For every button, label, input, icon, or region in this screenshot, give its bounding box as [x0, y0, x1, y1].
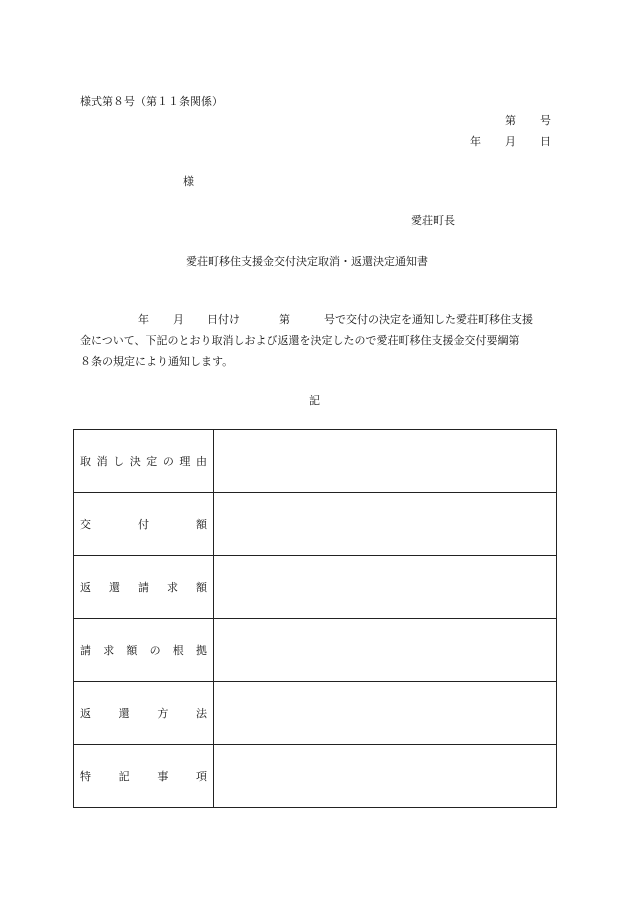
row-label-char: 記 [118, 770, 130, 783]
row-label-char: 額 [126, 644, 138, 657]
row-label-char: 返 [80, 707, 91, 720]
row-label-cell [74, 619, 214, 682]
row-value-cell[interactable] [214, 682, 557, 745]
table-row [74, 430, 557, 493]
row-label-char: 請 [80, 644, 91, 657]
row-value-cell[interactable] [214, 619, 557, 682]
doc-number-go: 号 [540, 114, 551, 127]
row-label-char: 交 [80, 518, 91, 531]
row-label-char: 返 [80, 581, 91, 594]
row-label [80, 768, 207, 784]
row-value-cell[interactable] [214, 556, 557, 619]
addressee-suffix: 様 [183, 175, 194, 188]
body-year: 年 [138, 313, 149, 326]
table-row [74, 682, 557, 745]
row-label-char: の [162, 455, 174, 468]
form-id: 様式第８号（第１１条関係） [80, 95, 223, 108]
row-label-char: 方 [157, 707, 169, 720]
row-label [80, 642, 207, 658]
row-label-char: 特 [80, 770, 91, 783]
details-table [73, 429, 557, 808]
row-label-cell [74, 745, 214, 808]
body-line-2: 金について、下記のとおり取消しおよび返還を決定したので愛荘町移住支援金交付要綱第 [80, 334, 520, 347]
issuer-name: 愛荘町長 [411, 214, 455, 227]
body-date-suffix: 日付け [207, 313, 240, 326]
row-label-char: 項 [195, 770, 207, 783]
date-year: 年 [470, 135, 481, 148]
row-label-char: 額 [196, 518, 207, 531]
row-label-char: 消 [96, 455, 108, 468]
row-label-char: 付 [138, 518, 149, 531]
row-label [80, 579, 207, 595]
row-label-cell [74, 682, 214, 745]
row-label [80, 453, 207, 469]
doc-number-dai: 第 [505, 114, 516, 127]
body-text [80, 309, 552, 372]
row-label-char: 請 [138, 581, 149, 594]
doc-number [505, 112, 551, 128]
body-line-3: ８条の規定により通知します。 [80, 355, 234, 368]
ki-heading: 記 [309, 394, 320, 407]
date-day: 日 [540, 135, 551, 148]
row-label-char: 由 [195, 455, 207, 468]
row-label-cell [74, 493, 214, 556]
table-row [74, 619, 557, 682]
row-label-char: 還 [118, 707, 130, 720]
row-label-char: の [149, 644, 161, 657]
body-line-1 [80, 309, 552, 330]
row-label-char: 根 [172, 644, 184, 657]
row-label [80, 516, 207, 532]
row-label-char: 事 [157, 770, 169, 783]
row-label-cell [74, 430, 214, 493]
body-month: 月 [173, 313, 184, 326]
row-label [80, 705, 207, 721]
body-line-1-rest: 号で交付の決定を通知した愛荘町移住支援 [324, 313, 533, 326]
row-label-char: 求 [167, 581, 178, 594]
issue-date [470, 133, 551, 149]
row-label-char: 決 [129, 455, 141, 468]
row-label-char: 取 [80, 455, 91, 468]
row-label-char: 還 [109, 581, 120, 594]
table-row [74, 556, 557, 619]
row-label-char: 求 [103, 644, 115, 657]
row-label-char: 定 [146, 455, 158, 468]
table-row [74, 745, 557, 808]
body-dai: 第 [279, 313, 290, 326]
row-label-char: 理 [179, 455, 191, 468]
table-row [74, 493, 557, 556]
document-title: 愛荘町移住支援金交付決定取消・返還決定通知書 [186, 255, 428, 268]
row-label-char: 拠 [195, 644, 207, 657]
row-label-char: し [113, 455, 125, 468]
row-label-char: 額 [196, 581, 207, 594]
row-label-cell [74, 556, 214, 619]
row-value-cell[interactable] [214, 745, 557, 808]
row-label-char: 法 [195, 707, 207, 720]
row-value-cell[interactable] [214, 493, 557, 556]
row-value-cell[interactable] [214, 430, 557, 493]
date-month: 月 [505, 135, 516, 148]
